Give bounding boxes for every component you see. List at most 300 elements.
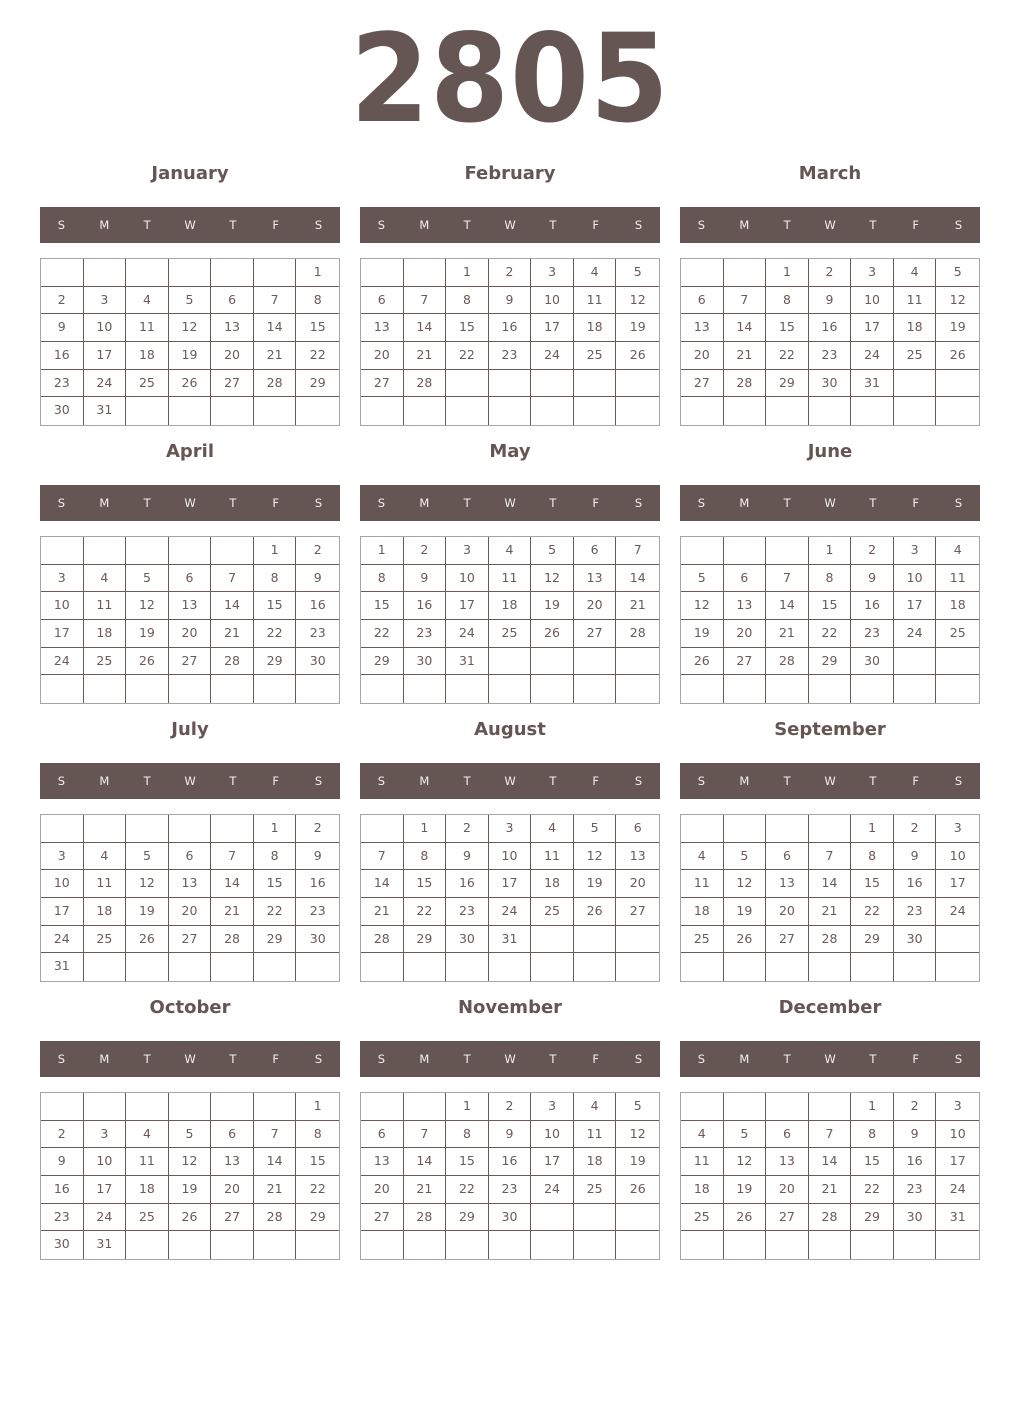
day-cell <box>41 259 84 287</box>
day-cell: 28 <box>211 648 254 676</box>
day-cell: 6 <box>616 815 659 843</box>
day-cell <box>84 259 127 287</box>
day-cell: 10 <box>531 1121 574 1149</box>
day-cell: 19 <box>936 314 979 342</box>
day-cell: 19 <box>681 620 724 648</box>
day-cell: 13 <box>681 314 724 342</box>
day-cell <box>894 953 937 981</box>
day-cell: 18 <box>84 898 127 926</box>
day-cell: 16 <box>41 1176 84 1204</box>
day-cell: 15 <box>254 870 297 898</box>
day-cell: 15 <box>361 592 404 620</box>
month-october <box>40 994 340 1260</box>
weekday-header <box>40 1041 340 1077</box>
day-cell: 22 <box>851 898 894 926</box>
day-cell: 21 <box>809 898 852 926</box>
day-cell: 9 <box>41 1148 84 1176</box>
weekday-label: T <box>143 496 151 510</box>
day-cell: 5 <box>616 1093 659 1121</box>
day-cell: 5 <box>936 259 979 287</box>
day-cell <box>531 926 574 954</box>
day-cell: 6 <box>169 565 212 593</box>
day-cell: 6 <box>724 565 767 593</box>
day-cell: 25 <box>574 342 617 370</box>
day-cell: 3 <box>936 1093 979 1121</box>
day-cell: 30 <box>489 1204 532 1232</box>
day-cell <box>616 926 659 954</box>
day-cell: 28 <box>361 926 404 954</box>
day-cell <box>404 259 447 287</box>
month-may <box>360 438 660 704</box>
day-cell: 26 <box>574 898 617 926</box>
day-cell: 22 <box>296 1176 339 1204</box>
day-cell: 16 <box>851 592 894 620</box>
day-cell: 2 <box>489 259 532 287</box>
day-cell: 14 <box>404 314 447 342</box>
weekday-label: M <box>419 1052 430 1066</box>
day-cell: 22 <box>446 342 489 370</box>
day-cell <box>126 259 169 287</box>
day-cell <box>254 1231 297 1259</box>
day-cell <box>254 675 297 703</box>
day-cell: 24 <box>446 620 489 648</box>
day-cell <box>211 259 254 287</box>
day-cell: 3 <box>851 259 894 287</box>
month-title: October <box>149 997 231 1018</box>
day-cell: 12 <box>574 843 617 871</box>
day-cell <box>531 675 574 703</box>
month-title: April <box>165 441 215 462</box>
day-cell: 27 <box>724 648 767 676</box>
day-cell: 20 <box>361 1176 404 1204</box>
day-cell: 24 <box>489 898 532 926</box>
weekday-label: S <box>377 496 386 510</box>
day-cell <box>574 675 617 703</box>
day-cell: 16 <box>489 314 532 342</box>
day-cell: 20 <box>681 342 724 370</box>
day-cell: 8 <box>254 843 297 871</box>
weekday-header <box>360 763 660 799</box>
weekday-label: T <box>783 774 791 788</box>
weekday-label: W <box>504 218 516 232</box>
day-cell: 3 <box>936 815 979 843</box>
day-cell: 16 <box>41 342 84 370</box>
day-cell: 11 <box>894 287 937 315</box>
day-cell: 29 <box>446 1204 489 1232</box>
day-grid <box>40 536 340 704</box>
day-cell: 18 <box>489 592 532 620</box>
day-cell: 24 <box>531 342 574 370</box>
day-cell: 4 <box>84 843 127 871</box>
day-cell: 18 <box>84 620 127 648</box>
day-cell: 19 <box>724 1176 767 1204</box>
day-cell: 3 <box>41 843 84 871</box>
day-cell <box>41 537 84 565</box>
day-cell: 2 <box>446 815 489 843</box>
weekday-label: S <box>314 1052 323 1066</box>
day-cell: 15 <box>296 314 339 342</box>
day-cell: 9 <box>404 565 447 593</box>
weekday-label: W <box>824 496 836 510</box>
day-cell: 4 <box>489 537 532 565</box>
day-cell: 13 <box>169 870 212 898</box>
day-cell: 18 <box>681 1176 724 1204</box>
day-cell <box>84 815 127 843</box>
day-cell: 14 <box>361 870 404 898</box>
day-cell: 13 <box>766 870 809 898</box>
day-cell: 21 <box>724 342 767 370</box>
day-cell: 27 <box>574 620 617 648</box>
month-january <box>40 160 340 426</box>
day-cell <box>41 1093 84 1121</box>
weekday-label: W <box>184 774 196 788</box>
day-grid <box>40 258 340 426</box>
day-cell: 24 <box>851 342 894 370</box>
month-march <box>680 160 980 426</box>
month-july <box>40 716 340 982</box>
day-cell: 7 <box>254 287 297 315</box>
day-cell <box>211 1093 254 1121</box>
day-cell: 6 <box>361 1121 404 1149</box>
day-grid <box>680 258 980 426</box>
day-grid <box>680 814 980 982</box>
day-cell: 7 <box>404 287 447 315</box>
day-cell: 23 <box>41 1204 84 1232</box>
day-grid <box>680 536 980 704</box>
day-cell <box>851 675 894 703</box>
day-cell: 9 <box>809 287 852 315</box>
day-cell <box>169 1231 212 1259</box>
day-cell: 21 <box>211 620 254 648</box>
weekday-label: T <box>869 218 877 232</box>
day-cell: 5 <box>126 565 169 593</box>
day-cell <box>724 1093 767 1121</box>
day-cell: 20 <box>766 898 809 926</box>
day-cell: 22 <box>404 898 447 926</box>
weekday-label: T <box>143 218 151 232</box>
weekday-label: W <box>504 496 516 510</box>
day-cell: 8 <box>851 1121 894 1149</box>
weekday-label: S <box>57 218 66 232</box>
day-cell <box>84 1093 127 1121</box>
day-cell <box>809 1231 852 1259</box>
day-cell: 10 <box>531 287 574 315</box>
day-cell: 26 <box>126 926 169 954</box>
day-cell: 28 <box>724 370 767 398</box>
day-cell: 14 <box>211 592 254 620</box>
day-cell <box>446 397 489 425</box>
weekday-header <box>360 1041 660 1077</box>
day-cell: 12 <box>681 592 724 620</box>
day-cell <box>681 537 724 565</box>
day-cell <box>766 675 809 703</box>
day-cell: 26 <box>724 926 767 954</box>
day-cell: 24 <box>41 926 84 954</box>
weekday-header <box>360 485 660 521</box>
day-cell <box>211 675 254 703</box>
day-cell <box>126 537 169 565</box>
day-cell: 27 <box>361 1204 404 1232</box>
weekday-label: S <box>57 1052 66 1066</box>
day-cell: 29 <box>404 926 447 954</box>
day-cell: 12 <box>936 287 979 315</box>
day-cell: 5 <box>169 287 212 315</box>
day-cell: 4 <box>126 1121 169 1149</box>
day-cell: 23 <box>296 898 339 926</box>
day-cell <box>616 953 659 981</box>
day-cell <box>936 675 979 703</box>
day-cell <box>211 537 254 565</box>
day-cell: 20 <box>169 898 212 926</box>
day-cell: 24 <box>41 648 84 676</box>
day-cell <box>296 953 339 981</box>
weekday-label: S <box>634 496 643 510</box>
month-title: February <box>464 163 556 184</box>
day-cell <box>296 1231 339 1259</box>
day-cell: 18 <box>531 870 574 898</box>
day-grid <box>40 1092 340 1260</box>
weekday-label: F <box>272 496 280 510</box>
day-cell <box>404 1231 447 1259</box>
day-cell: 5 <box>681 565 724 593</box>
day-cell: 1 <box>446 259 489 287</box>
day-cell: 23 <box>809 342 852 370</box>
day-cell <box>254 397 297 425</box>
day-cell <box>361 1093 404 1121</box>
day-cell: 17 <box>936 870 979 898</box>
weekday-label: S <box>634 1052 643 1066</box>
day-cell <box>489 370 532 398</box>
weekday-label: W <box>184 218 196 232</box>
weekday-label: S <box>954 496 963 510</box>
day-cell <box>681 1093 724 1121</box>
weekday-label: W <box>504 774 516 788</box>
day-cell <box>84 953 127 981</box>
day-cell: 23 <box>851 620 894 648</box>
day-cell: 8 <box>446 1121 489 1149</box>
weekday-label: W <box>824 774 836 788</box>
day-cell: 27 <box>766 1204 809 1232</box>
day-cell: 30 <box>894 926 937 954</box>
day-cell: 18 <box>936 592 979 620</box>
day-cell: 3 <box>531 259 574 287</box>
day-cell <box>766 1093 809 1121</box>
day-cell: 9 <box>894 1121 937 1149</box>
weekday-label: F <box>272 1052 280 1066</box>
day-cell: 19 <box>724 898 767 926</box>
weekday-label: M <box>419 496 430 510</box>
day-cell: 2 <box>809 259 852 287</box>
weekday-label: T <box>463 1052 471 1066</box>
day-cell: 22 <box>851 1176 894 1204</box>
day-cell: 28 <box>809 926 852 954</box>
day-cell <box>361 397 404 425</box>
weekday-label: T <box>549 496 557 510</box>
day-cell: 19 <box>169 1176 212 1204</box>
day-cell: 27 <box>169 926 212 954</box>
weekday-label: S <box>314 496 323 510</box>
day-cell: 13 <box>766 1148 809 1176</box>
month-title: June <box>807 441 853 462</box>
day-cell <box>169 815 212 843</box>
day-cell: 11 <box>681 1148 724 1176</box>
weekday-label: T <box>229 774 237 788</box>
day-cell: 17 <box>894 592 937 620</box>
weekday-label: S <box>954 774 963 788</box>
day-cell: 1 <box>296 259 339 287</box>
day-cell: 18 <box>574 1148 617 1176</box>
day-cell: 17 <box>84 342 127 370</box>
weekday-label: S <box>377 1052 386 1066</box>
day-cell <box>724 953 767 981</box>
day-cell: 24 <box>531 1176 574 1204</box>
day-cell: 7 <box>616 537 659 565</box>
day-cell <box>169 1093 212 1121</box>
weekday-label: W <box>184 496 196 510</box>
day-cell: 4 <box>574 259 617 287</box>
day-cell: 6 <box>574 537 617 565</box>
weekday-header <box>680 207 980 243</box>
day-cell <box>404 1093 447 1121</box>
day-cell <box>531 1231 574 1259</box>
day-cell <box>404 953 447 981</box>
day-cell: 18 <box>894 314 937 342</box>
weekday-label: S <box>634 218 643 232</box>
day-cell: 24 <box>936 898 979 926</box>
day-cell: 11 <box>84 592 127 620</box>
day-cell: 25 <box>126 370 169 398</box>
month-title: July <box>171 719 209 740</box>
day-cell: 15 <box>254 592 297 620</box>
day-cell <box>894 370 937 398</box>
day-cell: 29 <box>254 648 297 676</box>
day-cell: 17 <box>41 620 84 648</box>
day-cell: 2 <box>894 1093 937 1121</box>
weekday-label: T <box>143 774 151 788</box>
day-cell <box>616 675 659 703</box>
day-cell: 27 <box>211 1204 254 1232</box>
weekday-label: S <box>697 774 706 788</box>
day-cell: 18 <box>681 898 724 926</box>
day-cell: 29 <box>851 926 894 954</box>
weekday-label: T <box>783 1052 791 1066</box>
day-cell: 2 <box>296 537 339 565</box>
day-cell: 31 <box>936 1204 979 1232</box>
day-cell: 23 <box>894 1176 937 1204</box>
month-november <box>360 994 660 1260</box>
weekday-label: F <box>912 774 920 788</box>
day-cell <box>574 953 617 981</box>
day-cell: 10 <box>489 843 532 871</box>
day-cell <box>724 675 767 703</box>
day-cell: 16 <box>404 592 447 620</box>
day-cell <box>936 1231 979 1259</box>
day-cell: 23 <box>296 620 339 648</box>
day-cell: 13 <box>361 1148 404 1176</box>
day-cell: 12 <box>531 565 574 593</box>
weekday-label: T <box>549 774 557 788</box>
day-cell: 10 <box>41 592 84 620</box>
day-cell: 11 <box>84 870 127 898</box>
day-cell: 1 <box>851 1093 894 1121</box>
weekday-label: M <box>739 1052 750 1066</box>
weekday-label: S <box>697 218 706 232</box>
weekday-label: T <box>229 1052 237 1066</box>
day-cell <box>574 926 617 954</box>
day-grid <box>680 1092 980 1260</box>
day-cell: 21 <box>254 1176 297 1204</box>
day-cell: 20 <box>361 342 404 370</box>
day-cell: 7 <box>809 1121 852 1149</box>
day-cell <box>41 815 84 843</box>
day-cell: 19 <box>531 592 574 620</box>
day-cell: 25 <box>681 1204 724 1232</box>
weekday-label: F <box>272 774 280 788</box>
day-cell: 20 <box>724 620 767 648</box>
day-cell: 24 <box>84 1204 127 1232</box>
day-cell <box>574 370 617 398</box>
day-cell: 12 <box>126 592 169 620</box>
day-cell: 21 <box>616 592 659 620</box>
day-cell <box>489 1231 532 1259</box>
day-cell: 17 <box>531 1148 574 1176</box>
day-cell: 15 <box>851 1148 894 1176</box>
day-cell: 4 <box>681 1121 724 1149</box>
day-cell <box>446 370 489 398</box>
day-cell <box>211 815 254 843</box>
day-cell: 10 <box>84 314 127 342</box>
day-cell: 19 <box>126 898 169 926</box>
day-cell: 21 <box>404 342 447 370</box>
day-cell <box>766 1231 809 1259</box>
day-cell <box>724 1231 767 1259</box>
day-cell <box>404 397 447 425</box>
day-cell <box>84 675 127 703</box>
day-cell: 26 <box>616 342 659 370</box>
day-cell <box>574 1231 617 1259</box>
weekday-label: F <box>272 218 280 232</box>
day-cell: 2 <box>296 815 339 843</box>
day-cell: 28 <box>254 1204 297 1232</box>
day-cell: 4 <box>681 843 724 871</box>
weekday-label: M <box>99 1052 110 1066</box>
day-cell <box>446 1231 489 1259</box>
day-cell <box>809 397 852 425</box>
day-cell <box>361 675 404 703</box>
day-cell: 12 <box>724 1148 767 1176</box>
day-cell: 16 <box>296 592 339 620</box>
day-cell: 7 <box>724 287 767 315</box>
day-cell <box>766 953 809 981</box>
day-cell: 23 <box>489 1176 532 1204</box>
day-cell: 14 <box>254 314 297 342</box>
day-cell: 14 <box>254 1148 297 1176</box>
day-cell <box>681 397 724 425</box>
day-cell: 13 <box>169 592 212 620</box>
day-cell <box>681 1231 724 1259</box>
weekday-header <box>40 207 340 243</box>
day-cell: 7 <box>254 1121 297 1149</box>
day-cell: 18 <box>126 1176 169 1204</box>
weekday-label: M <box>99 496 110 510</box>
day-cell <box>809 953 852 981</box>
day-cell <box>489 397 532 425</box>
day-cell: 29 <box>809 648 852 676</box>
weekday-label: F <box>592 1052 600 1066</box>
day-cell: 19 <box>574 870 617 898</box>
day-cell: 28 <box>404 1204 447 1232</box>
day-cell: 14 <box>766 592 809 620</box>
